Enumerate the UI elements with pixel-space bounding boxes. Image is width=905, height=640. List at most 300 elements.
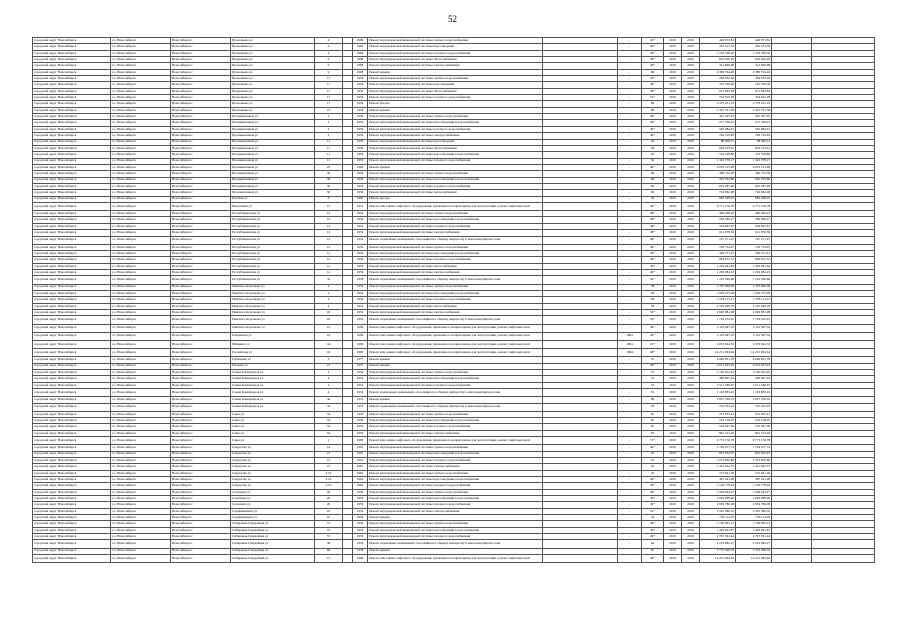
work-type-cell: Ремонт подвальных помещений, относящихся к общему имуществу в многоквартирном доме xyxy=(368,403,543,411)
end-year-cell: 2019 xyxy=(682,139,700,145)
commission-year-cell: - xyxy=(618,107,642,113)
municipality-cell: городской округ Новосибирск xyxy=(33,177,111,183)
city-cell: Новосибирск г xyxy=(171,554,231,562)
start-year-cell: 2019 xyxy=(664,276,682,284)
start-year-cell: 2019 xyxy=(664,316,682,324)
settlement-cell: г.о. Новосибирск xyxy=(111,101,171,107)
street-cell: Прокопьева ул xyxy=(231,44,315,50)
fund-cell: 2 219 982,27 xyxy=(736,540,772,548)
extra-cost-cell xyxy=(772,324,812,332)
street-cell: Республиканская ул xyxy=(231,270,315,276)
start-year-cell: 2019 xyxy=(664,152,682,158)
settlement-cell: г.о. Новосибирск xyxy=(111,50,171,56)
municipality-cell: городской округ Новосибирск xyxy=(33,230,111,236)
building-cell xyxy=(343,332,353,340)
notes-cell xyxy=(812,316,875,324)
end-year-cell: 2019 xyxy=(682,554,700,562)
work-type-cell: Ремонт внутридомовой инженерной системы электроснабжения xyxy=(368,508,543,514)
municipality-cell: городской округ Новосибирск xyxy=(33,76,111,82)
year-built-cell: 1990 xyxy=(353,340,368,348)
fund-cell: 726 862,98 xyxy=(736,190,772,196)
cost-cell: 694 103,61 xyxy=(700,145,736,151)
commission-year-cell: - xyxy=(618,217,642,223)
street-cell: Республиканская ул xyxy=(231,244,315,250)
year-built-cell: 1959 xyxy=(353,411,368,417)
settlement-cell: г.о. Новосибирск xyxy=(111,63,171,69)
commission-year-cell: - xyxy=(618,527,642,533)
house-number-cell: 12а xyxy=(315,340,343,348)
work-type-cell: Ремонт или замена лифтового оборудования, признанного непригодным для эксплуатации, ремонт лифтовых шахт xyxy=(368,437,543,445)
year-built-cell: 1954 xyxy=(353,303,368,309)
house-number-cell: 24 xyxy=(315,332,343,340)
commission-year-cell: - xyxy=(618,276,642,284)
wear-cell: 52* xyxy=(642,508,664,514)
municipality-cell: городской округ Новосибирск xyxy=(33,236,111,244)
cost-cell: 1 345 378,17 xyxy=(700,158,736,164)
work-type-cell: Ремонт внутридомовой инженерной системы электроснабжения xyxy=(368,270,543,276)
start-year-cell: 2019 xyxy=(664,164,682,170)
settlement-cell: г.о. Новосибирск xyxy=(111,403,171,411)
notes-cell xyxy=(812,403,875,411)
city-cell: Новосибирск г xyxy=(171,496,231,502)
city-cell: Новосибирск г xyxy=(171,139,231,145)
fund-cell: 510 647,30 xyxy=(736,424,772,430)
house-number-cell: 2 xyxy=(315,290,343,296)
municipality-cell: городской округ Новосибирск xyxy=(33,57,111,63)
table-row xyxy=(33,349,875,357)
work-type-cell: Ремонт внутридомовой инженерной системы водоотведения и водоснабжения xyxy=(368,496,543,502)
city-cell: Новосибирск г xyxy=(171,388,231,396)
work-type-cell: Ремонт внутридомовой инженерной системы электроснабжения xyxy=(368,133,543,139)
wear-cell: 48* xyxy=(642,230,664,236)
year-built-cell: 1990 xyxy=(353,332,368,340)
cost-cell: 231 855,41 xyxy=(700,411,736,417)
year-built-cell: 1990 xyxy=(353,437,368,445)
wear-cell: 44 xyxy=(642,515,664,521)
wear-cell: 48* xyxy=(642,211,664,217)
house-number-cell: 17 xyxy=(315,82,343,88)
year-built-cell: 1952 xyxy=(353,316,368,324)
municipality-cell: городской округ Новосибирск xyxy=(33,211,111,217)
year-built-cell: 1959 xyxy=(353,145,368,151)
fund-cell: 2 347 741,58 xyxy=(736,107,772,113)
settlement-cell: г.о. Новосибирск xyxy=(111,527,171,533)
wear-cell: 45 xyxy=(642,451,664,457)
work-type-cell: Ремонт внутридомовой инженерной системы водоотведения и водоснабжения xyxy=(368,527,543,533)
commission-year-cell: - xyxy=(618,388,642,396)
work-type-cell: Ремонт или замена лифтового оборудования, признанного непригодным для эксплуатации, ремонт лифтовых шахт xyxy=(368,202,543,210)
fund-cell: 691 952,97 xyxy=(736,451,772,457)
cost-cell: 2 219 982,27 xyxy=(700,540,736,548)
city-cell: Новосибирск г xyxy=(171,223,231,229)
settlement-cell: г.о. Новосибирск xyxy=(111,196,171,202)
settlement-cell: г.о. Новосибирск xyxy=(111,171,171,177)
commission-year-cell: - xyxy=(618,244,642,250)
end-year-cell: 2019 xyxy=(682,145,700,151)
end-year-cell: 2019 xyxy=(682,470,700,476)
city-cell: Новосибирск г xyxy=(171,217,231,223)
year-built-cell: 1961 xyxy=(353,457,368,463)
street-cell: Прокопьева ул xyxy=(231,57,315,63)
work-type-cell: Ремонт внутридомовой инженерной системы теплоснабжения xyxy=(368,303,543,309)
city-cell: Новосибирск г xyxy=(171,76,231,82)
end-year-cell: 2019 xyxy=(682,164,700,170)
end-year-cell: 2019 xyxy=(682,340,700,348)
fund-cell: 1 163 883,43 xyxy=(736,388,772,396)
commission-year-cell: - xyxy=(618,470,642,476)
fund-cell: 414 809,98 xyxy=(736,63,772,69)
start-year-cell: 2019 xyxy=(664,88,682,94)
street-cell: Серафимовича ул xyxy=(231,508,315,514)
street-cell: Республиканская ул xyxy=(231,223,315,229)
settlement-cell: г.о. Новосибирск xyxy=(111,38,171,44)
street-cell: Промышленная ул xyxy=(231,183,315,189)
work-type-cell: Ремонт внутридомовой инженерной системы горячего водоснабжения xyxy=(368,489,543,495)
municipality-cell: городской округ Новосибирск xyxy=(33,527,111,533)
settlement-cell: г.о. Новосибирск xyxy=(111,284,171,290)
extra-cell xyxy=(543,324,618,332)
wear-cell: 48* xyxy=(642,554,664,562)
start-year-cell: 2019 xyxy=(664,69,682,75)
street-cell: Революции ул xyxy=(231,202,315,210)
year-built-cell: 1956 xyxy=(353,76,368,82)
start-year-cell: 2019 xyxy=(664,548,682,554)
fund-cell: 694 103,61 xyxy=(736,145,772,151)
cost-cell: 2 379 451,19 xyxy=(700,101,736,107)
city-cell: Новосибирск г xyxy=(171,50,231,56)
municipality-cell: городской округ Новосибирск xyxy=(33,411,111,417)
house-number-cell: 4 xyxy=(315,388,343,396)
wear-cell: 66 xyxy=(642,69,664,75)
wear-cell: 49* xyxy=(642,126,664,132)
commission-year-cell: - xyxy=(618,145,642,151)
street-cell: Самеи Коммунаров ул xyxy=(231,397,315,403)
cost-cell: 14 231 994,64 xyxy=(700,349,736,357)
year-built-cell: 1990 xyxy=(353,324,368,332)
municipality-cell: городской округ Новосибирск xyxy=(33,332,111,340)
wear-cell: 52* xyxy=(642,95,664,101)
house-number-cell: 1а xyxy=(315,251,343,257)
city-cell: Новосибирск г xyxy=(171,418,231,424)
year-built-cell: 1954 xyxy=(353,297,368,303)
work-type-cell: Ремонт внутридомовой инженерной системы холодного водоснабжения xyxy=(368,158,543,164)
end-year-cell: 2019 xyxy=(682,476,700,482)
municipality-cell: городской округ Новосибирск xyxy=(33,95,111,101)
municipality-cell: городской округ Новосибирск xyxy=(33,457,111,463)
fund-cell: 1 569 044,47 xyxy=(736,489,772,495)
wear-cell: 44 xyxy=(642,540,664,548)
wear-cell: 56 xyxy=(642,152,664,158)
end-year-cell: 2019 xyxy=(682,120,700,126)
city-cell: Новосибирск г xyxy=(171,120,231,126)
municipality-cell: городской округ Новосибирск xyxy=(33,349,111,357)
house-number-cell: 1а xyxy=(315,270,343,276)
city-cell: Новосибирск г xyxy=(171,230,231,236)
fund-cell: 632 287,48 xyxy=(736,183,772,189)
fund-cell: 1 578 115,21 xyxy=(736,297,772,303)
year-built-cell: 1959 xyxy=(353,120,368,126)
end-year-cell: 2019 xyxy=(682,263,700,269)
settlement-cell: г.о. Новосибирск xyxy=(111,69,171,75)
start-year-cell: 2019 xyxy=(664,297,682,303)
street-cell: Самеи Коммунаров ул xyxy=(231,388,315,396)
start-year-cell: 2019 xyxy=(664,82,682,88)
cost-cell: 2 181 649,78 xyxy=(700,303,736,309)
fund-cell: 224 138,05 xyxy=(736,418,772,424)
city-cell: Новосибирск г xyxy=(171,126,231,132)
commission-year-cell: - xyxy=(618,502,642,508)
start-year-cell: 2019 xyxy=(664,145,682,151)
start-year-cell: 2019 xyxy=(664,363,682,369)
building-cell xyxy=(343,349,353,357)
fund-cell: 1 136 778,94 xyxy=(736,483,772,489)
settlement-cell: г.о. Новосибирск xyxy=(111,515,171,521)
city-cell: Новосибирск г xyxy=(171,445,231,451)
cost-cell: 984 672,31 xyxy=(700,257,736,263)
city-cell: Новосибирск г xyxy=(171,340,231,348)
fund-cell: 14 231 994,64 xyxy=(736,554,772,562)
year-built-cell: 1959 xyxy=(353,270,368,276)
extra-cell xyxy=(543,403,618,411)
fund-cell: 504 967,67 xyxy=(736,223,772,229)
municipality-cell: городской округ Новосибирск xyxy=(33,548,111,554)
year-built-cell: 1956 xyxy=(353,508,368,514)
municipality-cell: городской округ Новосибирск xyxy=(33,521,111,527)
fund-cell: 1 120 052,22 xyxy=(736,369,772,375)
table-row xyxy=(33,316,875,324)
cost-cell: 701 453,22 xyxy=(700,403,736,411)
end-year-cell: 2019 xyxy=(682,363,700,369)
notes-cell xyxy=(812,202,875,210)
city-cell: Новосибирск г xyxy=(171,101,231,107)
table-row xyxy=(33,236,875,244)
start-year-cell: 2019 xyxy=(664,464,682,470)
city-cell: Новосибирск г xyxy=(171,382,231,388)
wear-cell: 48* xyxy=(642,349,664,357)
house-number-cell: 21/2 xyxy=(315,483,343,489)
work-type-cell: Ремонт внутридомовой инженерной системы горячего водоснабжения xyxy=(368,284,543,290)
settlement-cell: г.о. Новосибирск xyxy=(111,190,171,196)
fund-cell: 4 032 123,99 xyxy=(736,164,772,170)
fund-cell: 2 545 380,32 xyxy=(736,508,772,514)
start-year-cell: 2019 xyxy=(664,63,682,69)
work-type-cell: Ремонт внутридомовой инженерной системы холодного водоснабжения xyxy=(368,257,543,263)
fund-cell: 1 161 549,66 xyxy=(736,276,772,284)
house-number-cell: 12 xyxy=(315,211,343,217)
fund-cell: 1 029 275,09 xyxy=(736,290,772,296)
start-year-cell: 2019 xyxy=(664,114,682,120)
commission-year-cell: - xyxy=(618,158,642,164)
house-number-cell: 54 xyxy=(315,424,343,430)
municipality-cell: городской округ Новосибирск xyxy=(33,309,111,315)
cost-cell: 1 569 044,47 xyxy=(700,489,736,495)
work-type-cell: Ремонт внутридомовой инженерной системы водоотведения и водоснабжения xyxy=(368,451,543,457)
city-cell: Новосибирск г xyxy=(171,451,231,457)
fund-cell: 816 200,29 xyxy=(736,57,772,63)
year-built-cell: 1962 xyxy=(353,483,368,489)
cost-cell: 1 202 061,64 xyxy=(700,263,736,269)
wear-cell: 58 xyxy=(642,284,664,290)
year-built-cell: 1959 xyxy=(353,502,368,508)
cost-cell: 414 809,98 xyxy=(700,63,736,69)
notes-cell xyxy=(812,437,875,445)
fund-cell: 565 984,61 xyxy=(736,126,772,132)
building-cell xyxy=(343,437,353,445)
street-cell: Промышленная ул xyxy=(231,152,315,158)
fund-cell: 490 867,24 xyxy=(736,376,772,382)
commission-year-cell: - xyxy=(618,297,642,303)
commission-year-cell: - xyxy=(618,270,642,276)
street-cell: Промышленная ул xyxy=(231,190,315,196)
wear-cell: 49* xyxy=(642,270,664,276)
city-cell: Новосибирск г xyxy=(171,82,231,88)
end-year-cell: 2019 xyxy=(682,57,700,63)
commission-year-cell: - xyxy=(618,309,642,315)
work-type-cell: Ремонт внутридомовой инженерной системы теплоснабжения xyxy=(368,263,543,269)
end-year-cell: 2019 xyxy=(682,357,700,363)
commission-year-cell: - xyxy=(618,382,642,388)
work-type-cell: Ремонт внутридомовой инженерной системы холодного водоснабжения xyxy=(368,95,543,101)
cost-cell: 2 511 180,67 xyxy=(700,382,736,388)
municipality-cell: городской округ Новосибирск xyxy=(33,464,111,470)
start-year-cell: 2019 xyxy=(664,57,682,63)
commission-year-cell: - xyxy=(618,496,642,502)
wear-cell: 49* xyxy=(642,44,664,50)
work-type-cell: Ремонт внутридомовой инженерной системы теплоснабжения xyxy=(368,57,543,63)
start-year-cell: 2019 xyxy=(664,133,682,139)
settlement-cell: г.о. Новосибирск xyxy=(111,316,171,324)
street-cell: Сибиряков-Гвардейцев ул xyxy=(231,534,315,540)
end-year-cell: 2019 xyxy=(682,418,700,424)
street-cell: Промышленная ул xyxy=(231,133,315,139)
house-number-cell: 21/2 xyxy=(315,470,343,476)
settlement-cell: г.о. Новосибирск xyxy=(111,508,171,514)
commission-year-cell: - xyxy=(618,515,642,521)
work-type-cell: Ремонт внутридомовой инженерной системы электроснабжения xyxy=(368,309,543,315)
work-type-cell: Ремонт внутридомовой инженерной системы водоотведения и водоснабжения xyxy=(368,152,543,158)
municipality-cell: городской округ Новосибирск xyxy=(33,50,111,56)
city-cell: Новосибирск г xyxy=(171,363,231,369)
end-year-cell: 2019 xyxy=(682,152,700,158)
settlement-cell: г.о. Новосибирск xyxy=(111,230,171,236)
end-year-cell: 2019 xyxy=(682,133,700,139)
wear-cell: 45 xyxy=(642,470,664,476)
end-year-cell: 2019 xyxy=(682,107,700,113)
house-number-cell: 11 xyxy=(315,145,343,151)
cost-cell: 2 545 380,32 xyxy=(700,508,736,514)
end-year-cell: 2019 xyxy=(682,101,700,107)
start-year-cell: 2019 xyxy=(664,158,682,164)
cost-cell: 5 110 097,32 xyxy=(700,332,736,340)
end-year-cell: 2019 xyxy=(682,44,700,50)
city-cell: Новосибирск г xyxy=(171,190,231,196)
municipality-cell: городской округ Новосибирск xyxy=(33,489,111,495)
commission-year-cell: - xyxy=(618,357,642,363)
fund-cell: 726 734,67 xyxy=(736,244,772,250)
house-number-cell: 9 xyxy=(315,57,343,63)
city-cell: Новосибирск г xyxy=(171,489,231,495)
extra-cell xyxy=(543,332,618,340)
work-type-cell: Ремонт или замена лифтового оборудования, признанного непригодным для эксплуатации, ремонт лифтовых шахт xyxy=(368,554,543,562)
house-number-cell: 26 xyxy=(315,496,343,502)
city-cell: Новосибирск г xyxy=(171,284,231,290)
fund-cell: 1 421 622,75 xyxy=(736,464,772,470)
settlement-cell: г.о. Новосибирск xyxy=(111,139,171,145)
start-year-cell: 2019 xyxy=(664,309,682,315)
commission-year-cell: 1994 xyxy=(618,332,642,340)
work-type-cell: Ремонт внутридомовой инженерной системы холодного водоснабжения xyxy=(368,483,543,489)
work-type-cell: Ремонт крыши xyxy=(368,107,543,113)
year-built-cell: 1955 xyxy=(353,397,368,403)
commission-year-cell: - xyxy=(618,540,642,548)
street-cell: Промышленная ул xyxy=(231,177,315,183)
year-built-cell: 1956 xyxy=(353,521,368,527)
commission-year-cell: - xyxy=(618,534,642,540)
municipality-cell: городской округ Новосибирск xyxy=(33,303,111,309)
street-cell: Прокопьева ул xyxy=(231,88,315,94)
end-year-cell: 2019 xyxy=(682,290,700,296)
house-number-cell: 57 xyxy=(315,534,343,540)
house-number-cell: 17 xyxy=(315,76,343,82)
fund-cell: 984 672,31 xyxy=(736,257,772,263)
street-cell: Республиканская ул xyxy=(231,257,315,263)
work-type-cell: Ремонт крыши xyxy=(368,397,543,403)
municipality-cell: городской округ Новосибирск xyxy=(33,251,111,257)
wear-cell: 49* xyxy=(642,251,664,257)
wear-cell: 40* xyxy=(642,445,664,451)
commission-year-cell: - xyxy=(618,430,642,436)
commission-year-cell: - xyxy=(618,88,642,94)
settlement-cell: г.о. Новосибирск xyxy=(111,263,171,269)
fund-cell: 1 794 477,74 xyxy=(736,445,772,451)
house-number-cell: 18 xyxy=(315,309,343,315)
municipality-cell: городской округ Новосибирск xyxy=(33,554,111,562)
building-cell xyxy=(343,554,353,562)
work-type-cell: Ремонт или замена лифтового оборудования, признанного непригодным для эксплуатации, ремонт лифтовых шахт xyxy=(368,340,543,348)
year-built-cell: 1969 xyxy=(353,44,368,50)
start-year-cell: 2019 xyxy=(664,369,682,375)
settlement-cell: г.о. Новосибирск xyxy=(111,114,171,120)
city-cell: Новосибирск г xyxy=(171,540,231,548)
house-number-cell: 4 xyxy=(315,376,343,382)
year-built-cell: 1956 xyxy=(353,527,368,533)
year-built-cell: 1956 xyxy=(353,515,368,521)
start-year-cell: 2019 xyxy=(664,303,682,309)
extra-cell xyxy=(543,540,618,548)
street-cell: Римского-Корсакова ул xyxy=(231,309,315,315)
fund-cell: 446 873,82 xyxy=(736,38,772,44)
year-built-cell: 1959 xyxy=(353,263,368,269)
cost-cell: 572 841,30 xyxy=(700,470,736,476)
municipality-cell: городской округ Новосибирск xyxy=(33,357,111,363)
commission-year-cell: - xyxy=(618,437,642,445)
cost-cell: 691 952,97 xyxy=(700,451,736,457)
commission-year-cell: - xyxy=(618,451,642,457)
street-cell: Серафимовича ул xyxy=(231,515,315,521)
municipality-cell: городской округ Новосибирск xyxy=(33,270,111,276)
settlement-cell: г.о. Новосибирск xyxy=(111,388,171,396)
street-cell: Промышленная ул xyxy=(231,164,315,170)
city-cell: Новосибирск г xyxy=(171,527,231,533)
year-built-cell: 1958 xyxy=(353,548,368,554)
works-table-container xyxy=(32,37,874,563)
house-number-cell: 60 xyxy=(315,548,343,554)
end-year-cell: 2019 xyxy=(682,223,700,229)
start-year-cell: 2019 xyxy=(664,230,682,236)
settlement-cell: г.о. Новосибирск xyxy=(111,357,171,363)
fund-cell: 2 767 591,44 xyxy=(736,534,772,540)
fund-cell: 284 932,40 xyxy=(736,76,772,82)
